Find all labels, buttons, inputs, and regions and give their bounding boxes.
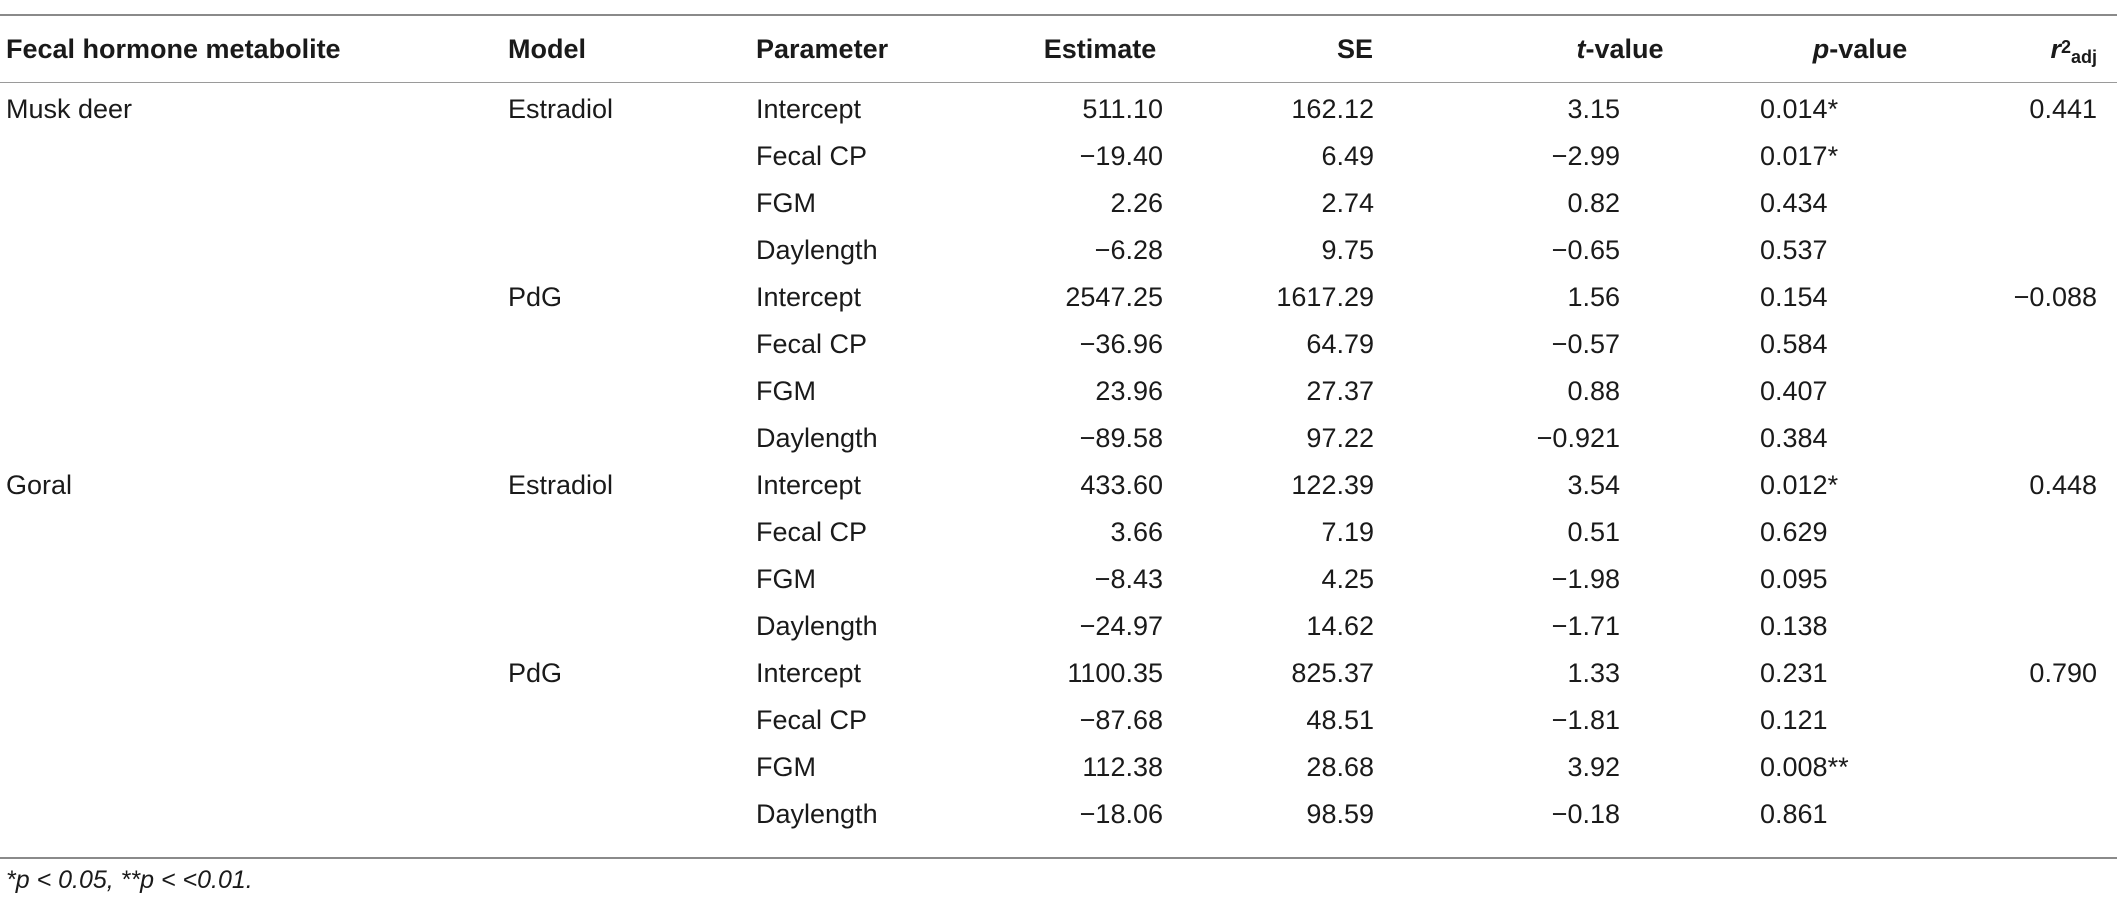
cell-se: 48.51 xyxy=(1306,705,1374,735)
bottom-rule xyxy=(0,857,2117,859)
cell-parameter: Fecal CP xyxy=(756,329,868,359)
header-estimate: Estimate xyxy=(1043,33,1157,64)
cell-p-value: 0.012* xyxy=(1760,470,1839,500)
cell-se: 162.12 xyxy=(1291,94,1374,124)
cell-estimate: −8.43 xyxy=(1094,564,1163,594)
cell-model: Estradiol xyxy=(508,470,614,500)
header-se: SE xyxy=(1336,33,1374,64)
cell-model: PdG xyxy=(508,282,563,312)
table-row xyxy=(0,227,2117,274)
cell-estimate: 112.38 xyxy=(1082,752,1163,782)
cell-p-value: 0.231 xyxy=(1760,658,1828,688)
cell-t-value: −0.65 xyxy=(1551,235,1620,265)
cell-se: 7.19 xyxy=(1321,517,1374,547)
cell-r2-adj: 0.790 xyxy=(2029,658,2097,688)
table-row xyxy=(0,650,2117,697)
cell-r2-adj: 0.448 xyxy=(2029,470,2097,500)
cell-se: 27.37 xyxy=(1306,376,1374,406)
cell-estimate: 1100.35 xyxy=(1067,658,1163,688)
cell-estimate: 2547.25 xyxy=(1065,282,1163,312)
header-r-sup: 2 xyxy=(2060,36,2071,57)
cell-p-value: 0.434 xyxy=(1760,188,1828,218)
cell-p-value: 0.537 xyxy=(1760,235,1828,265)
cell-r2-adj: −0.088 xyxy=(2013,282,2097,312)
cell-r2-adj xyxy=(1920,415,2097,462)
table-row xyxy=(0,744,2117,791)
cell-p-value: 0.017* xyxy=(1760,141,1839,171)
cell-parameter: FGM xyxy=(756,376,816,406)
cell-metabolite: Goral xyxy=(6,470,73,500)
cell-t-value: −2.99 xyxy=(1551,141,1620,171)
cell-se: 6.49 xyxy=(1321,141,1374,171)
cell-r2-adj xyxy=(1920,791,2097,838)
table-row xyxy=(0,368,2117,415)
table-row xyxy=(0,697,2117,744)
cell-se: 4.25 xyxy=(1321,564,1374,594)
table-footnote: *p < 0.05, **p < <0.01. xyxy=(6,866,253,894)
cell-t-value: 0.88 xyxy=(1567,376,1620,406)
table-row xyxy=(0,86,2117,133)
cell-se: 28.68 xyxy=(1306,752,1374,782)
cell-se: 64.79 xyxy=(1306,329,1374,359)
cell-r2-adj xyxy=(1920,321,2097,368)
cell-r2-adj xyxy=(1920,744,2097,791)
cell-r2-adj xyxy=(1920,556,2097,603)
header-r2-adj xyxy=(1897,16,2097,82)
table-row xyxy=(0,180,2117,227)
cell-estimate: 433.60 xyxy=(1080,470,1163,500)
table-row xyxy=(0,603,2117,650)
cell-t-value: 3.54 xyxy=(1567,470,1620,500)
cell-p-value: 0.121 xyxy=(1760,705,1828,735)
cell-t-value: −0.18 xyxy=(1551,799,1620,829)
cell-p-value: 0.095 xyxy=(1760,564,1828,594)
cell-t-value: −0.57 xyxy=(1551,329,1620,359)
header-p-italic: p xyxy=(1812,33,1830,64)
cell-se: 14.62 xyxy=(1306,611,1374,641)
table-row xyxy=(0,462,2117,509)
header-metabolite: Fecal hormone metabolite xyxy=(6,33,341,64)
cell-parameter: Fecal CP xyxy=(756,141,868,171)
cell-se: 825.37 xyxy=(1291,658,1374,688)
cell-r2-adj xyxy=(1920,697,2097,744)
cell-parameter: Intercept xyxy=(756,470,862,500)
cell-p-value: 0.407 xyxy=(1760,376,1828,406)
cell-metabolite: Musk deer xyxy=(6,94,133,124)
cell-p-value: 0.861 xyxy=(1760,799,1828,829)
table-row xyxy=(0,791,2117,838)
cell-estimate: −87.68 xyxy=(1079,705,1163,735)
cell-estimate: 511.10 xyxy=(1082,94,1163,124)
cell-r2-adj xyxy=(1920,180,2097,227)
cell-r2-adj: 0.441 xyxy=(2029,94,2097,124)
table-row xyxy=(0,556,2117,603)
header-r-italic: r xyxy=(2050,33,2061,64)
table-row xyxy=(0,415,2117,462)
header-t-italic: t xyxy=(1576,33,1586,64)
cell-p-value: 0.138 xyxy=(1760,611,1828,641)
cell-t-value: −1.98 xyxy=(1551,564,1620,594)
cell-p-value: 0.629 xyxy=(1760,517,1828,547)
table-row xyxy=(0,274,2117,321)
cell-parameter: Intercept xyxy=(756,94,862,124)
cell-t-value: 1.33 xyxy=(1567,658,1620,688)
cell-estimate: −36.96 xyxy=(1079,329,1163,359)
cell-estimate: 3.66 xyxy=(1110,517,1163,547)
cell-t-value: 1.56 xyxy=(1567,282,1620,312)
cell-parameter: Daylength xyxy=(756,799,878,829)
cell-parameter: Intercept xyxy=(756,658,862,688)
cell-parameter: FGM xyxy=(756,188,816,218)
header-parameter: Parameter xyxy=(756,33,889,64)
cell-p-value: 0.154 xyxy=(1760,282,1828,312)
cell-se: 122.39 xyxy=(1291,470,1374,500)
cell-parameter: Fecal CP xyxy=(756,517,868,547)
cell-model: PdG xyxy=(508,658,563,688)
cell-t-value: −1.81 xyxy=(1551,705,1620,735)
cell-r2-adj xyxy=(1920,603,2097,650)
cell-p-value: 0.384 xyxy=(1760,423,1828,453)
cell-se: 97.22 xyxy=(1306,423,1374,453)
cell-estimate: −19.40 xyxy=(1079,141,1163,171)
cell-r2-adj xyxy=(1920,509,2097,556)
cell-parameter: Daylength xyxy=(756,611,878,641)
cell-r2-adj xyxy=(1920,227,2097,274)
cell-estimate: −18.06 xyxy=(1079,799,1163,829)
cell-model: Estradiol xyxy=(508,94,614,124)
cell-t-value: −1.71 xyxy=(1551,611,1620,641)
cell-p-value: 0.014* xyxy=(1760,94,1839,124)
cell-parameter: FGM xyxy=(756,752,816,782)
cell-t-value: 3.15 xyxy=(1567,94,1620,124)
cell-parameter: Daylength xyxy=(756,423,878,453)
cell-parameter: Daylength xyxy=(756,235,878,265)
header-rule xyxy=(0,82,2117,83)
cell-estimate: −89.58 xyxy=(1079,423,1163,453)
cell-t-value: −0.921 xyxy=(1536,423,1620,453)
cell-parameter: Intercept xyxy=(756,282,862,312)
cell-estimate: −24.97 xyxy=(1079,611,1163,641)
cell-t-value: 0.51 xyxy=(1567,517,1620,547)
header-r-sub: adj xyxy=(2070,46,2097,67)
header-model: Model xyxy=(508,33,586,64)
table-header xyxy=(0,16,2117,82)
cell-estimate: −6.28 xyxy=(1094,235,1163,265)
header-t-rest: -value xyxy=(1585,33,1664,64)
cell-estimate: 23.96 xyxy=(1095,376,1163,406)
cell-parameter: Fecal CP xyxy=(756,705,868,735)
cell-p-value: 0.008** xyxy=(1760,752,1849,782)
cell-r2-adj xyxy=(1920,368,2097,415)
cell-se: 1617.29 xyxy=(1276,282,1374,312)
cell-parameter: FGM xyxy=(756,564,816,594)
cell-estimate: 2.26 xyxy=(1110,188,1163,218)
table-row xyxy=(0,509,2117,556)
cell-t-value: 0.82 xyxy=(1567,188,1620,218)
table-row xyxy=(0,133,2117,180)
header-t-value xyxy=(1520,16,1720,82)
cell-r2-adj xyxy=(1920,133,2097,180)
header-p-rest: -value xyxy=(1829,33,1908,64)
cell-t-value: 3.92 xyxy=(1567,752,1620,782)
cell-se: 9.75 xyxy=(1321,235,1374,265)
cell-se: 98.59 xyxy=(1306,799,1374,829)
cell-p-value: 0.584 xyxy=(1760,329,1828,359)
cell-se: 2.74 xyxy=(1321,188,1374,218)
table-row xyxy=(0,321,2117,368)
